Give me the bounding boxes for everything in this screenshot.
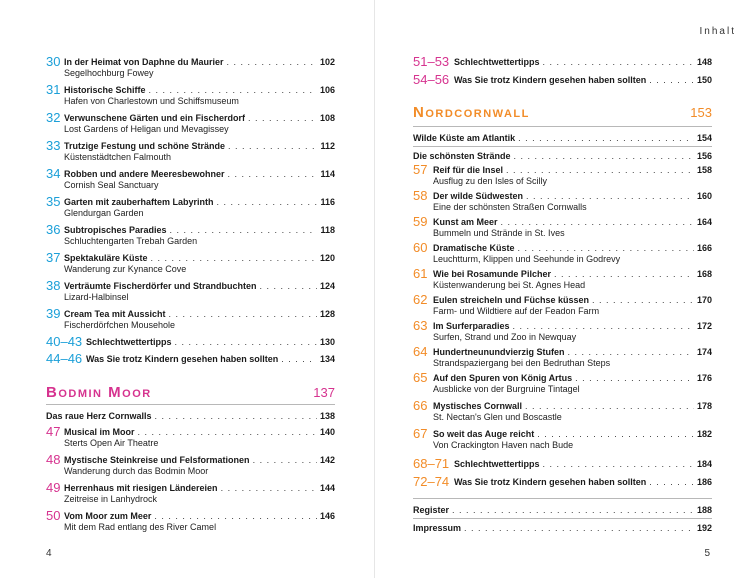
entry-title: Hundertneunundvierzig Stufen: [433, 347, 565, 357]
entry-page: 142: [319, 455, 335, 465]
entry-title-line: [64, 252, 335, 264]
entry-page: 150: [696, 75, 712, 85]
entry-title: Historische Schiffe: [64, 85, 146, 95]
entry-page: 130: [319, 337, 335, 347]
entry-title: Wilde Küste am Atlantik: [413, 133, 516, 143]
entry-subtitle: St. Nectan's Glen und Boscastle: [433, 412, 562, 422]
entry-title: Verträumte Fischerdörfer und Strandbuchten: [64, 281, 257, 291]
entry-subtitle: Küstenstädtchen Falmouth: [64, 152, 172, 162]
entry-title: Das raue Herz Cornwalls: [46, 411, 152, 421]
entry-page: 164: [696, 217, 712, 227]
section-divider: [413, 146, 712, 147]
entry-title: Register: [413, 505, 450, 515]
entry-number: 44–46: [46, 351, 83, 366]
entry-subtitle: Zeitreise in Lanhydrock: [64, 494, 158, 504]
right-page: [375, 0, 750, 578]
section-title: Bodmin Moor: [46, 384, 152, 401]
leader-dots: [138, 426, 317, 438]
entry-number: 38: [46, 278, 61, 293]
entry-title: Dramatische Küste: [433, 243, 515, 253]
entry-title: Herrenhaus mit riesigen Ländereien: [64, 483, 218, 493]
entry-number: 50: [46, 508, 61, 523]
entry-page: 140: [319, 427, 335, 437]
entry-page: 114: [320, 169, 335, 179]
leader-dots: [149, 84, 317, 96]
leader-dots: [464, 522, 694, 534]
entry-title: Reif für die Insel: [433, 165, 504, 175]
entry-subtitle: Bummeln und Strände in St. Ives: [433, 228, 565, 238]
entry-title-line: [413, 504, 712, 516]
entry-subtitle: Surfen, Strand und Zoo in Newquay: [433, 332, 577, 342]
entry-title: Was Sie trotz Kindern gesehen haben sollten: [86, 354, 279, 364]
entry-subtitle: Wanderung durch das Bodmin Moor: [64, 466, 209, 476]
entry-title-line: [413, 522, 712, 534]
entry-page: 188: [696, 505, 712, 515]
entry-subtitle: Ausflug zu den Isles of Scilly: [433, 176, 548, 186]
entry-title-line: [454, 56, 712, 68]
entry-title: So weit das Auge reicht: [433, 429, 535, 439]
leader-dots: [649, 74, 694, 86]
entry-page: 112: [320, 141, 335, 151]
entry-page: 138: [319, 411, 335, 421]
entry-page: 156: [696, 151, 712, 161]
entry-page: 154: [696, 133, 712, 143]
entry-number: 51–53: [413, 54, 450, 69]
entry-number: 58: [413, 188, 428, 203]
entry-number: 64: [413, 344, 428, 359]
entry-title: Die schönsten Strände: [413, 151, 511, 161]
entry-title-line: [64, 482, 335, 494]
section-divider: [413, 498, 712, 499]
entry-title: Eulen streicheln und Füchse küssen: [433, 295, 590, 305]
section-page: 153: [690, 105, 712, 120]
entry-number: 72–74: [413, 474, 450, 489]
entry-number: 40–43: [46, 334, 83, 349]
entry-subtitle: Lost Gardens of Heligan und Mevagissey: [64, 124, 229, 134]
leader-dots: [526, 190, 694, 202]
entry-title: Subtropisches Paradies: [64, 225, 167, 235]
leader-dots: [151, 252, 317, 264]
entry-subtitle: Cornish Seal Sanctuary: [64, 180, 159, 190]
entry-subtitle: Von Crackington Haven nach Bude: [433, 440, 574, 450]
entry-number: 33: [46, 138, 61, 153]
leader-dots: [518, 242, 694, 254]
leader-dots: [217, 196, 318, 208]
entry-title: Der wilde Südwesten: [433, 191, 524, 201]
leader-dots: [155, 410, 317, 422]
entry-title-line: [433, 294, 712, 306]
entry-number: 36: [46, 222, 61, 237]
entry-number: 60: [413, 240, 428, 255]
entry-subtitle: Strandspaziergang bei den Bedruthan Steps: [433, 358, 611, 368]
entry-title: Mystische Steinkreise und Felsformationen: [64, 455, 250, 465]
entry-title-line: [413, 150, 712, 162]
entry-subtitle: Wanderung zur Kynance Cove: [64, 264, 187, 274]
entry-page: 174: [696, 347, 712, 357]
leader-dots: [228, 168, 318, 180]
leader-dots: [506, 164, 694, 176]
entry-page: 124: [319, 281, 335, 291]
entry-page: 128: [319, 309, 335, 319]
entry-title: Musical im Moor: [64, 427, 135, 437]
entry-page: 120: [319, 253, 335, 263]
entry-subtitle: Mit dem Rad entlang des River Camel: [64, 522, 217, 532]
entry-number: 31: [46, 82, 61, 97]
entry-page: 178: [696, 401, 712, 411]
entry-title-line: [64, 454, 335, 466]
leader-dots: [170, 224, 318, 236]
entry-subtitle: Farm- und Wildtiere auf der Feadon Farm: [433, 306, 600, 316]
entry-number: 65: [413, 370, 428, 385]
leader-dots: [592, 294, 694, 306]
leader-dots: [575, 372, 694, 384]
entry-page: 108: [319, 113, 335, 123]
leader-dots: [513, 320, 694, 332]
leader-dots: [501, 216, 694, 228]
entry-title: Mystisches Cornwall: [433, 401, 523, 411]
leader-dots: [525, 400, 694, 412]
leader-dots: [649, 476, 694, 488]
entry-page: 166: [696, 243, 712, 253]
entry-page: 176: [696, 373, 712, 383]
section-divider: [46, 404, 335, 405]
entry-title-line: [64, 168, 335, 180]
leader-dots: [253, 454, 317, 466]
leader-dots: [452, 504, 694, 516]
entry-title-line: [64, 510, 335, 522]
entry-number: 34: [46, 166, 61, 181]
entry-page: 170: [696, 295, 712, 305]
entry-page: 160: [696, 191, 712, 201]
entry-title-line: [433, 268, 712, 280]
entry-page: 168: [696, 269, 712, 279]
entry-title-line: [433, 372, 712, 384]
section-divider: [413, 126, 712, 127]
leader-dots: [221, 482, 317, 494]
entry-number: 59: [413, 214, 428, 229]
entry-title-line: [64, 84, 335, 96]
entry-page: 144: [319, 483, 335, 493]
entry-number: 32: [46, 110, 61, 125]
entry-title-line: [433, 242, 712, 254]
section-divider: [413, 518, 712, 519]
leader-dots: [543, 458, 694, 470]
running-head: Inhalt: [699, 26, 736, 37]
entry-subtitle: Schluchtengarten Trebah Garden: [64, 236, 198, 246]
leader-dots: [543, 56, 694, 68]
entry-title: Spektakuläre Küste: [64, 253, 148, 263]
entry-number: 57: [413, 162, 428, 177]
entry-title: In der Heimat von Daphne du Maurier: [64, 57, 224, 67]
leader-dots: [537, 428, 694, 440]
leader-dots: [518, 132, 694, 144]
entry-page: 146: [319, 511, 335, 521]
leader-dots: [260, 280, 317, 292]
entry-title-line: [433, 164, 712, 176]
section-title: Nordcornwall: [413, 104, 530, 121]
entry-title: Im Surferparadies: [433, 321, 510, 331]
entry-subtitle: Eine der schönsten Straßen Cornwalls: [433, 202, 587, 212]
entry-number: 54–56: [413, 72, 450, 87]
entry-title-line: [64, 426, 335, 438]
entry-subtitle: Glendurgan Garden: [64, 208, 144, 218]
entry-number: 62: [413, 292, 428, 307]
entry-title-line: [413, 132, 712, 144]
entry-number: 67: [413, 426, 428, 441]
leader-dots: [169, 308, 317, 320]
entry-subtitle: Hafen von Charlestown und Schiffsmuseum: [64, 96, 239, 106]
leader-dots: [568, 346, 694, 358]
entry-page: 106: [319, 85, 335, 95]
entry-page: 158: [696, 165, 712, 175]
entry-subtitle: Küstenwanderung bei St. Agnes Head: [433, 280, 586, 290]
entry-title-line: [433, 216, 712, 228]
entry-number: 39: [46, 306, 61, 321]
entry-title: Was Sie trotz Kindern gesehen haben sollten: [454, 75, 647, 85]
entry-title-line: [86, 353, 335, 365]
entry-title-line: [454, 458, 712, 470]
entry-subtitle: Sterts Open Air Theatre: [64, 438, 159, 448]
entry-title-line: [454, 476, 712, 488]
leader-dots: [228, 140, 317, 152]
entry-title: Trutzige Festung und schöne Strände: [64, 141, 226, 151]
entry-page: 182: [696, 429, 712, 439]
leader-dots: [514, 150, 694, 162]
entry-subtitle: Leuchtturm, Klippen und Seehunde in Godrevy: [433, 254, 621, 264]
entry-title: Vom Moor zum Meer: [64, 511, 152, 521]
entry-page: 148: [696, 57, 712, 67]
section-page: 137: [313, 385, 335, 400]
entry-number: 68–71: [413, 456, 450, 471]
leader-dots: [154, 510, 317, 522]
entry-page: 102: [319, 57, 335, 67]
page-number: 4: [46, 548, 52, 559]
page-number: 5: [704, 548, 710, 559]
entry-subtitle: Ausblicke von der Burgruine Tintagel: [433, 384, 580, 394]
entry-number: 61: [413, 266, 428, 281]
entry-subtitle: Lizard-Halbinsel: [64, 292, 129, 302]
entry-title: Was Sie trotz Kindern gesehen haben sollten: [454, 477, 647, 487]
entry-title-line: [433, 320, 712, 332]
entry-title: Schlechtwettertipps: [454, 57, 540, 67]
entry-title: Impressum: [413, 523, 462, 533]
entry-number: 37: [46, 250, 61, 265]
entry-number: 48: [46, 452, 61, 467]
entry-number: 66: [413, 398, 428, 413]
entry-page: 116: [320, 197, 335, 207]
entry-title-line: [64, 280, 335, 292]
entry-title-line: [433, 428, 712, 440]
entry-title-line: [64, 140, 335, 152]
entry-page: 118: [320, 225, 335, 235]
entry-title-line: [86, 336, 335, 348]
entry-page: 184: [696, 459, 712, 469]
entry-title-line: [46, 410, 335, 422]
entry-title: Garten mit zauberhaftem Labyrinth: [64, 197, 214, 207]
entry-title: Kunst am Meer: [433, 217, 498, 227]
leader-dots: [175, 336, 317, 348]
entry-page: 186: [696, 477, 712, 487]
entry-title: Schlechtwettertipps: [86, 337, 172, 347]
entry-title-line: [433, 400, 712, 412]
entry-title-line: [433, 346, 712, 358]
entry-title-line: [454, 74, 712, 86]
entry-number: 49: [46, 480, 61, 495]
entry-page: 192: [696, 523, 712, 533]
entry-title-line: [64, 308, 335, 320]
entry-title-line: [64, 56, 335, 68]
entry-number: 30: [46, 54, 61, 69]
leader-dots: [554, 268, 694, 280]
entry-page: 172: [696, 321, 712, 331]
entry-page: 134: [319, 354, 335, 364]
entry-number: 47: [46, 424, 61, 439]
entry-subtitle: Fischerdörfchen Mousehole: [64, 320, 176, 330]
entry-title-line: [433, 190, 712, 202]
entry-title: Cream Tea mit Aussicht: [64, 309, 166, 319]
entry-subtitle: Segelhochburg Fowey: [64, 68, 154, 78]
entry-title: Auf den Spuren von König Artus: [433, 373, 573, 383]
entry-title-line: [64, 112, 335, 124]
entry-title: Robben und andere Meeresbewohner: [64, 169, 225, 179]
entry-title-line: [64, 196, 335, 208]
entry-number: 35: [46, 194, 61, 209]
entry-number: 63: [413, 318, 428, 333]
leader-dots: [227, 56, 317, 68]
leader-dots: [281, 353, 317, 365]
entry-title: Wie bei Rosamunde Pilcher: [433, 269, 551, 279]
entry-title-line: [64, 224, 335, 236]
entry-title: Schlechtwettertipps: [454, 459, 540, 469]
entry-title: Verwunschene Gärten und ein Fischerdorf: [64, 113, 246, 123]
leader-dots: [248, 112, 317, 124]
